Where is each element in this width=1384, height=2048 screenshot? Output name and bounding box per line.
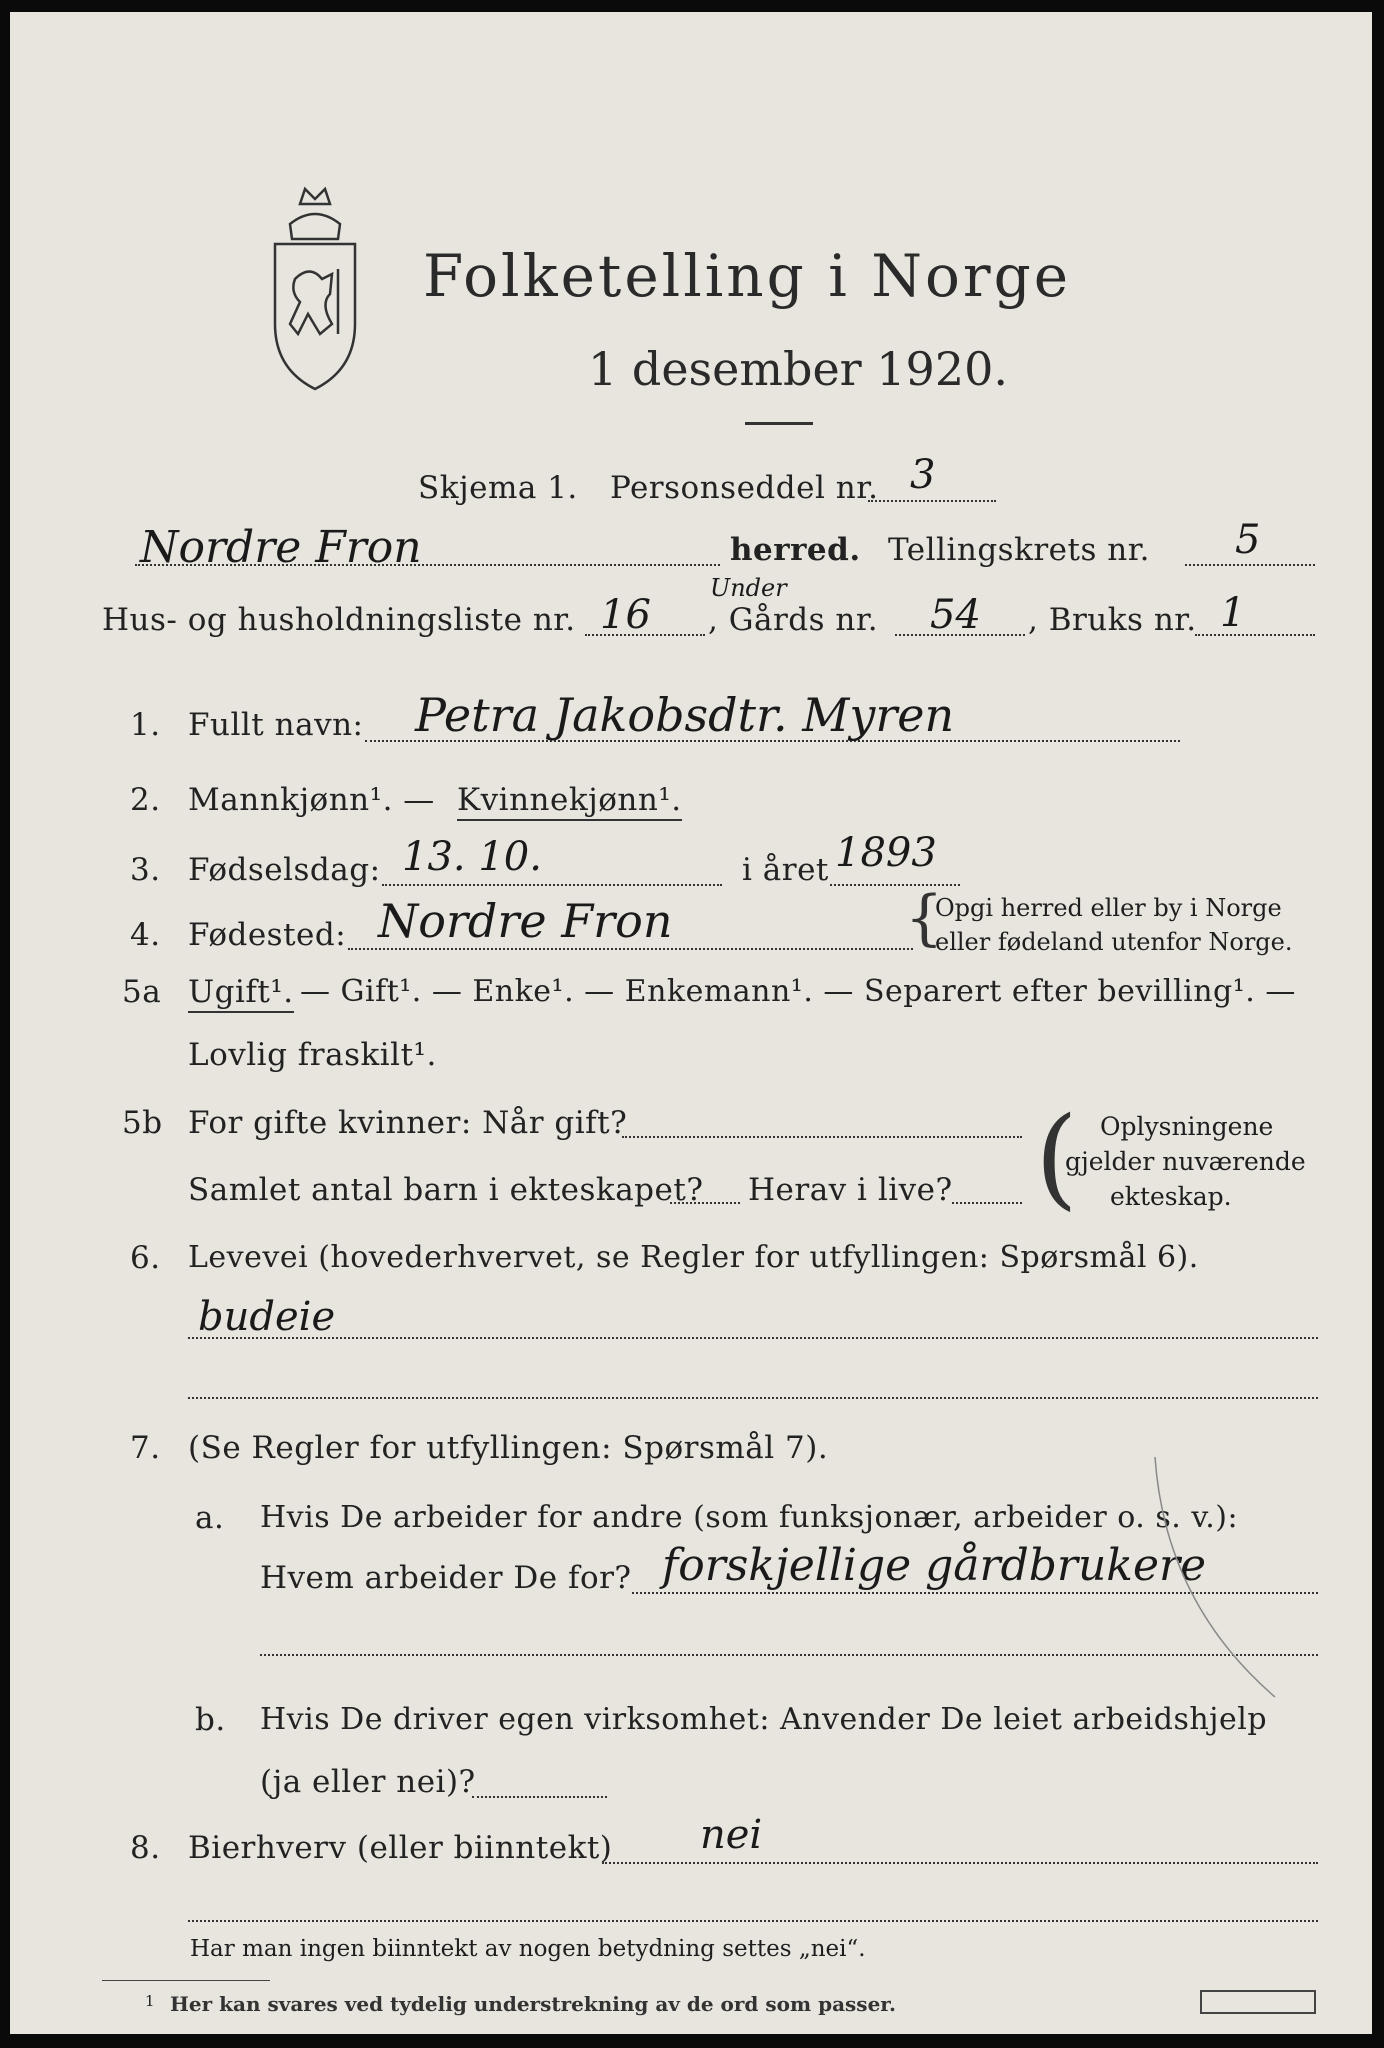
- census-date: 1 desember 1920.: [588, 342, 1008, 396]
- tellingskrets-value[interactable]: 5: [1235, 517, 1261, 563]
- q3-number: 3.: [130, 852, 161, 888]
- pencil-stroke: [1150, 1452, 1280, 1702]
- personseddel-line: [868, 500, 996, 502]
- q6-number: 6.: [130, 1240, 161, 1276]
- q6-line-2: [188, 1397, 1318, 1399]
- birthplace-value[interactable]: Nordre Fron: [378, 894, 673, 948]
- q4-line: [348, 948, 913, 950]
- gards-label: , Gårds nr.: [708, 602, 879, 638]
- q5b-number: 5b: [122, 1105, 163, 1141]
- q3-year-label: i året: [742, 852, 829, 888]
- option-kvinnekjonn-underlined[interactable]: Kvinnekjønn¹.: [457, 782, 682, 821]
- bruks-label: , Bruks nr.: [1028, 602, 1197, 638]
- q6-label: Levevei (hovederhvervet, se Regler for utfyllingen: Spørsmål 6).: [188, 1240, 1199, 1275]
- q7b-label-2: (ja eller nei)?: [260, 1764, 476, 1800]
- form-title: Folketelling i Norge: [423, 242, 1072, 310]
- q5b-brace: (: [1035, 1093, 1078, 1221]
- q4-brace: {: [905, 883, 944, 953]
- tellingskrets-label: Tellingskrets nr.: [888, 532, 1150, 568]
- q5b-note-1: Oplysningene: [1100, 1112, 1274, 1141]
- q4-note-2: eller fødeland utenfor Norge.: [935, 928, 1293, 956]
- herred-label: herred.: [730, 532, 861, 568]
- q5b-label-3: Herav i live?: [748, 1172, 953, 1208]
- q7a-label-1: Hvis De arbeider for andre (som funksjonær, arbeider o. s. v.):: [260, 1500, 1239, 1535]
- q3-label: Fødselsdag:: [188, 852, 381, 888]
- full-name-value[interactable]: Petra Jakobsdtr. Myren: [415, 688, 955, 742]
- tellingskrets-line: [1185, 564, 1315, 566]
- q4-number: 4.: [130, 917, 161, 953]
- birth-year-value[interactable]: 1893: [835, 830, 937, 876]
- q5a-other-options[interactable]: — Gift¹. — Enke¹. — Enkemann¹. — Separert efter bevilling¹. —: [300, 974, 1296, 1009]
- footnote-text: Her kan svares ved tydelig understrekning av de ord som passer.: [170, 1992, 896, 2016]
- q6-line-1: [188, 1337, 1318, 1339]
- bruks-line: [1195, 634, 1315, 636]
- coat-of-arms-icon: [260, 184, 370, 399]
- q7b-line[interactable]: [472, 1796, 607, 1798]
- option-mannkjonn[interactable]: Mannkjønn¹. —: [188, 782, 435, 818]
- option-ugift-underlined[interactable]: Ugift¹.: [188, 974, 294, 1013]
- q8-number: 8.: [130, 1830, 161, 1866]
- title-divider: [745, 422, 813, 425]
- children-count-line[interactable]: [670, 1202, 740, 1204]
- personseddel-label: Personseddel nr.: [610, 470, 879, 506]
- q4-label: Fødested:: [188, 917, 347, 953]
- q5b-note-3: ekteskap.: [1110, 1182, 1232, 1211]
- employer-value[interactable]: forskjellige gårdbrukere: [662, 1540, 1207, 1591]
- q8-line: [602, 1862, 1318, 1864]
- q7a-label-2: Hvem arbeider De for?: [260, 1560, 632, 1596]
- q3-line: [382, 884, 722, 886]
- occupation-value[interactable]: budeie: [198, 1294, 336, 1340]
- q8-label: Bierhverv (eller biinntekt): [188, 1830, 613, 1866]
- personseddel-value[interactable]: 3: [910, 452, 936, 498]
- bruks-value[interactable]: 1: [1220, 590, 1246, 636]
- q7-label: (Se Regler for utfyllingen: Spørsmål 7).: [188, 1430, 829, 1466]
- footnote-divider: [102, 1980, 270, 1981]
- side-income-value[interactable]: nei: [700, 1812, 763, 1858]
- children-alive-line[interactable]: [952, 1202, 1022, 1204]
- q5b-label-1: For gifte kvinner: Når gift?: [188, 1105, 628, 1141]
- birthday-value[interactable]: 13. 10.: [402, 834, 542, 880]
- q5a-number: 5a: [122, 974, 162, 1010]
- hus-label: Hus- og husholdningsliste nr.: [102, 602, 576, 638]
- gards-value[interactable]: 54: [930, 592, 981, 638]
- footnote-mark: 1: [145, 1992, 155, 2010]
- hus-value[interactable]: 16: [600, 592, 651, 638]
- q2-number: 2.: [130, 782, 161, 818]
- census-form-sheet: [10, 12, 1372, 2034]
- printer-stamp: [1200, 1990, 1316, 2014]
- q7b-label-1: Hvis De driver egen virksomhet: Anvender De leiet arbeidshjelp: [260, 1702, 1268, 1737]
- q8-line-2: [188, 1920, 1318, 1922]
- footer-note: Har man ingen biinntekt av nogen betydning settes „nei“.: [190, 1936, 866, 1962]
- q7-number: 7.: [130, 1430, 161, 1466]
- schema-label: Skjema 1.: [418, 470, 578, 506]
- q5b-note-2: gjelder nuværende: [1065, 1147, 1306, 1176]
- q1-number: 1.: [130, 707, 161, 743]
- q7b-letter: b.: [195, 1702, 226, 1738]
- under-note: Under: [710, 574, 787, 602]
- married-when-line[interactable]: [622, 1136, 1022, 1138]
- herred-value[interactable]: Nordre Fron: [140, 522, 422, 573]
- q7a-letter: a.: [195, 1500, 225, 1536]
- q1-label: Fullt navn:: [188, 707, 364, 743]
- q5b-label-2: Samlet antal barn i ekteskapet?: [188, 1172, 704, 1208]
- q4-note-1: Opgi herred eller by i Norge: [935, 894, 1282, 922]
- option-lovlig-fraskilt[interactable]: Lovlig fraskilt¹.: [188, 1037, 437, 1073]
